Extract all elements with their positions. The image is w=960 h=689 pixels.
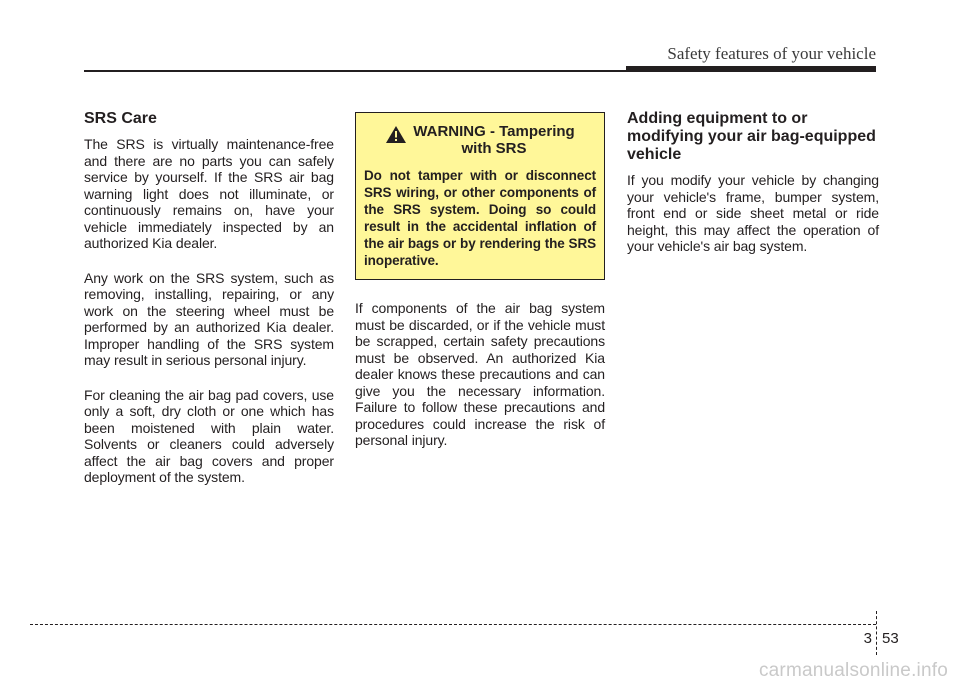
column-right <box>627 110 879 273</box>
srs-care-paragraph-2: Any work on the SRS system, such as removing, installing, repairing, or any work on the steering wheel must be performed by an authorized Kia dealer. Improper handling of the SRS system may result in serious personal injury. <box>84 269 334 368</box>
warning-header <box>364 123 596 157</box>
warning-title-line-2: with SRS <box>461 140 527 157</box>
adding-equipment-heading: Adding equipment to or modifying your air bag-equipped vehicle <box>627 110 876 163</box>
disposal-paragraph: If components of the air bag system must be discarded, or if the vehicle must be scrapped, certain safety precautions must be observed. An authorized Kia dealer knows these precautions and can give you the necessary information. Failure to follow these precautions and procedures could increase the risk of personal injury. <box>355 300 605 448</box>
watermark: carmanualsonline.info <box>758 660 948 681</box>
page-number: 53 <box>882 630 899 647</box>
warning-title <box>413 123 574 157</box>
srs-care-paragraph-3: For cleaning the air bag pad covers, use only a soft, dry cloth or one which has been moistened with plain water. Solvents or cleaners could adversely affect the air bag covers and proper deployment of the system. <box>84 386 334 485</box>
warning-triangle-icon <box>385 125 407 144</box>
srs-care-heading: SRS Care <box>84 110 157 127</box>
column-middle <box>355 110 605 467</box>
section-header-title: Safety features of your vehicle <box>667 44 876 63</box>
header-rule-accent <box>626 66 876 72</box>
adding-equipment-paragraph: If you modify your vehicle by changing your vehicle's frame, bumper system, front end or side sheet metal or ride height, this may affect the operation of your vehicle's air bag system. <box>627 172 879 254</box>
column-left <box>84 110 334 504</box>
footer-divider <box>876 611 877 655</box>
warning-body: Do not tamper with or disconnect SRS wiring, or other components of the SRS system. Doing so could result in the accidental inflation of the air bags or by rendering the SRS inoperative. <box>364 168 596 268</box>
warning-box <box>355 112 605 280</box>
chapter-number: 3 <box>863 630 872 647</box>
srs-care-paragraph-1: The SRS is virtually maintenance-free and there are no parts you can safely service by yourself. If the SRS air bag warning light does not illuminate, or continuously remains on, have your vehicle immediately inspected by an authorized Kia dealer. <box>84 136 334 251</box>
warning-title-line-1: WARNING - Tampering <box>413 123 575 140</box>
footer-rule <box>30 624 876 625</box>
